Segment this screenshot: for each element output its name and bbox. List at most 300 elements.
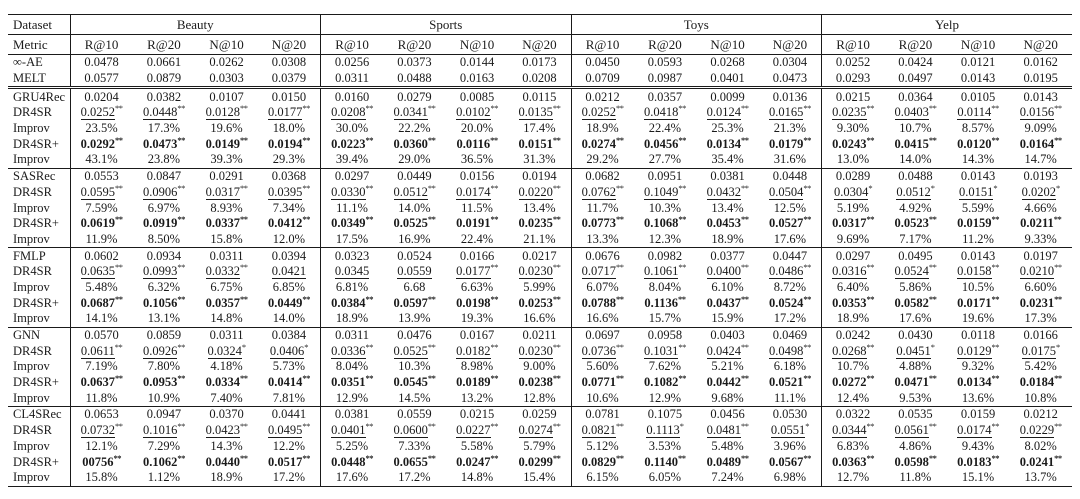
cell-number: 0.0124	[706, 105, 741, 120]
significance-marker: **	[240, 136, 248, 145]
cell-number: 0.1075	[647, 407, 683, 422]
cell-number: 5.48%	[85, 279, 118, 294]
cell-value	[634, 216, 697, 232]
cell-value	[634, 185, 697, 201]
cell-number: 17.4%	[523, 121, 556, 136]
cell-value	[195, 359, 258, 375]
cell-value	[759, 105, 822, 121]
cell-value	[195, 121, 258, 137]
significance-marker: **	[302, 184, 310, 193]
cell-number: 0.0311	[209, 328, 244, 343]
cell-number: 0.0159	[960, 407, 996, 422]
cell-value	[759, 295, 822, 311]
cell-number: 0.0336	[331, 343, 366, 358]
significance-marker: **	[678, 215, 686, 225]
cell-number: 0.0292	[80, 136, 115, 151]
cell-value	[1009, 470, 1072, 486]
cell-value	[822, 88, 885, 105]
significance-marker: *	[241, 343, 246, 352]
cell-value	[508, 248, 571, 264]
cell-number: 0.0235	[832, 105, 867, 120]
cell-value	[321, 88, 384, 105]
table-row	[8, 55, 1072, 71]
significance-marker: **	[113, 454, 121, 463]
significance-marker: **	[115, 263, 123, 273]
cell-number: 0.0448	[143, 105, 178, 120]
cell-number: 10.9%	[147, 390, 181, 405]
significance-marker: **	[552, 184, 561, 193]
cell-value	[321, 407, 384, 423]
cell-number: 0.0262	[209, 55, 244, 70]
cell-value	[133, 105, 196, 121]
cell-value	[133, 280, 196, 296]
row-label: GRU4Rec	[8, 88, 70, 105]
cell-number: 10.7%	[836, 359, 870, 374]
cell-number: 5.73%	[272, 359, 306, 374]
table-row	[8, 454, 1072, 470]
cell-number: 0.1031	[644, 343, 679, 358]
significance-marker: **	[490, 105, 498, 114]
significance-marker: **	[678, 374, 686, 383]
cell-value	[195, 390, 258, 406]
cell-number: 0.0535	[898, 407, 933, 422]
cell-number: 0.0150	[271, 89, 307, 104]
cell-value	[571, 248, 634, 264]
cell-value	[258, 454, 321, 470]
cell-number: 0.0256	[334, 55, 370, 70]
cell-value	[133, 152, 196, 168]
cell-number: 0.0559	[397, 407, 432, 422]
cell-number: 6.98%	[773, 470, 807, 485]
cell-number: 12.4%	[836, 390, 870, 405]
table-row	[8, 185, 1072, 201]
cell-number: 0.0212	[585, 89, 620, 104]
cell-value	[383, 168, 446, 184]
cell-value	[383, 439, 446, 455]
cell-value	[258, 390, 321, 406]
cell-value	[133, 168, 196, 184]
cell-number: 11.8%	[85, 390, 118, 405]
significance-marker: **	[302, 422, 310, 431]
cell-value	[634, 390, 697, 406]
cell-value	[822, 454, 885, 470]
cell-number: 0.0159	[957, 216, 992, 231]
cell-number: 0.0478	[84, 55, 119, 70]
cell-value	[508, 359, 571, 375]
cell-value	[508, 470, 571, 486]
cell-value	[321, 343, 384, 359]
significance-marker: **	[866, 422, 874, 431]
cell-value	[133, 264, 196, 280]
cell-number: 0.0345	[334, 264, 370, 279]
cell-number: 13.0%	[836, 152, 870, 167]
cell-number: 0.0252	[581, 105, 616, 120]
cell-number: 0.0595	[80, 184, 115, 199]
cell-value	[947, 470, 1010, 486]
cell-value	[947, 280, 1010, 296]
cell-number: 5.99%	[523, 279, 556, 294]
row-label: Improv	[8, 390, 70, 406]
cell-value	[759, 264, 822, 280]
cell-number: 0.0230	[518, 343, 553, 358]
cell-number: 0.0351	[331, 375, 366, 390]
significance-marker: **	[741, 374, 749, 383]
significance-marker: **	[678, 105, 686, 114]
cell-value	[70, 470, 133, 486]
cell-number: 13.3%	[586, 231, 619, 246]
cell-number: 0.0717	[581, 264, 616, 279]
significance-marker: **	[177, 454, 185, 463]
cell-value	[1009, 439, 1072, 455]
cell-value	[195, 375, 258, 391]
cell-value	[696, 71, 759, 88]
cell-value	[634, 105, 697, 121]
cell-value	[759, 423, 822, 439]
cell-value	[884, 454, 947, 470]
cell-value	[446, 168, 509, 184]
significance-marker: **	[928, 422, 937, 431]
cell-number: 0.1056	[143, 295, 178, 310]
cell-value	[947, 168, 1010, 184]
cell-value	[634, 423, 697, 439]
cell-value	[1009, 88, 1072, 105]
cell-value	[258, 359, 321, 375]
cell-number: 6.85%	[272, 279, 306, 294]
cell-value	[571, 168, 634, 184]
significance-marker: *	[868, 184, 873, 193]
cell-number: 0.0144	[459, 55, 495, 70]
cell-number: 0.1113	[646, 423, 680, 438]
cell-value	[884, 105, 947, 121]
significance-marker: **	[115, 136, 123, 145]
metric-header: N@10	[947, 35, 1010, 55]
cell-value	[383, 248, 446, 264]
significance-marker: **	[490, 374, 498, 383]
cell-value	[947, 105, 1010, 121]
cell-number: 35.4%	[711, 152, 744, 167]
significance-marker: **	[616, 422, 624, 431]
cell-value	[446, 343, 509, 359]
cell-value	[446, 264, 509, 280]
cell-number: 0.1049	[644, 184, 679, 199]
cell-value	[884, 375, 947, 391]
cell-value	[446, 216, 509, 232]
cell-number: 5.19%	[836, 200, 870, 215]
cell-value	[383, 280, 446, 296]
cell-number: 9.30%	[836, 121, 870, 136]
cell-value	[696, 88, 759, 105]
cell-value	[508, 423, 571, 439]
cell-value	[634, 470, 697, 486]
table-row	[8, 232, 1072, 248]
cell-value	[133, 375, 196, 391]
cell-number: 0.0191	[456, 216, 491, 231]
cell-number: 0.0211	[1020, 216, 1054, 231]
cell-value	[70, 280, 133, 296]
significance-marker: **	[616, 295, 624, 304]
cell-value	[571, 55, 634, 71]
cell-value	[70, 105, 133, 121]
cell-number: 0.0370	[209, 407, 244, 422]
significance-marker: **	[803, 215, 811, 225]
cell-value	[571, 152, 634, 168]
significance-marker: **	[1054, 136, 1062, 145]
cell-value	[195, 423, 258, 439]
cell-value	[947, 121, 1010, 137]
cell-value	[133, 470, 196, 486]
cell-number: 0.0208	[522, 71, 557, 86]
metric-header: N@10	[446, 35, 509, 55]
cell-value	[133, 327, 196, 343]
row-label: Improv	[8, 311, 70, 327]
cell-number: 0.0525	[393, 343, 428, 358]
cell-value	[508, 121, 571, 137]
cell-number: 0.0143	[1023, 89, 1058, 104]
cell-number: 5.12%	[586, 438, 619, 453]
cell-number: 0.0227	[456, 423, 491, 438]
significance-marker: **	[928, 374, 937, 383]
table-row	[8, 343, 1072, 359]
cell-value	[822, 185, 885, 201]
table-row	[8, 121, 1072, 137]
significance-marker: **	[1054, 374, 1062, 383]
cell-number: 0.0762	[581, 184, 616, 199]
cell-value	[1009, 136, 1072, 152]
cell-number: 0.0353	[832, 295, 867, 310]
cell-value	[321, 200, 384, 216]
significance-marker: *	[930, 184, 935, 193]
cell-value	[947, 200, 1010, 216]
cell-number: 0.0235	[518, 216, 553, 231]
cell-value	[321, 136, 384, 152]
cell-value	[884, 121, 947, 137]
cell-number: 14.8%	[460, 470, 494, 485]
metric-header: N@20	[759, 35, 822, 55]
cell-number: 5.21%	[711, 359, 744, 374]
significance-marker: **	[427, 295, 436, 304]
cell-value	[822, 152, 885, 168]
cell-value	[446, 280, 509, 296]
cell-value	[508, 295, 571, 311]
cell-number: 5.86%	[899, 279, 932, 294]
cell-number: 0.0471	[894, 375, 929, 390]
cell-number: 0.0341	[393, 105, 428, 120]
cell-number: 30.0%	[335, 121, 369, 136]
cell-number: 8.72%	[773, 279, 807, 294]
table-row	[8, 168, 1072, 184]
cell-value	[634, 343, 697, 359]
significance-marker: **	[552, 105, 561, 114]
significance-marker: **	[678, 454, 686, 463]
metric-header: R@20	[383, 35, 446, 55]
cell-value	[70, 311, 133, 327]
significance-marker: **	[741, 136, 749, 145]
cell-number: 9.53%	[899, 390, 932, 405]
cell-value	[1009, 390, 1072, 406]
cell-value	[133, 88, 196, 105]
cell-value	[759, 136, 822, 152]
cell-number: 0.0987	[647, 71, 683, 86]
significance-marker: **	[365, 422, 373, 431]
cell-value	[822, 295, 885, 311]
cell-number: 0.0194	[522, 169, 557, 184]
row-label: DR4SR+	[8, 136, 70, 152]
cell-number: 6.97%	[147, 200, 181, 215]
cell-value	[696, 248, 759, 264]
cell-value	[759, 168, 822, 184]
cell-number: 10.3%	[648, 200, 682, 215]
cell-number: 0.0525	[393, 216, 428, 231]
table-row	[8, 280, 1072, 296]
cell-value	[571, 136, 634, 152]
cell-number: 0.0253	[518, 295, 553, 310]
significance-marker: **	[803, 454, 811, 463]
cell-value	[1009, 105, 1072, 121]
cell-value	[258, 295, 321, 311]
cell-value	[258, 327, 321, 343]
cell-value	[321, 359, 384, 375]
significance-marker: **	[490, 136, 498, 145]
cell-number: 8.02%	[1024, 438, 1057, 453]
cell-number: 0.0215	[459, 407, 495, 422]
significance-marker: **	[1054, 422, 1062, 431]
cell-number: 0.0243	[832, 136, 867, 151]
cell-number: 19.3%	[460, 311, 494, 326]
cell-number: 0.0151	[518, 136, 553, 151]
cell-value	[446, 88, 509, 105]
metric-corner-label: Metric	[8, 35, 70, 55]
cell-number: 0.0524	[894, 264, 929, 279]
cell-value	[634, 295, 697, 311]
significance-marker: **	[866, 136, 874, 145]
cell-number: 0.0223	[331, 136, 366, 151]
cell-number: 5.58%	[460, 438, 494, 453]
cell-number: 7.33%	[398, 438, 431, 453]
significance-marker: **	[427, 184, 436, 193]
cell-number: 0.0401	[710, 71, 745, 86]
cell-value	[822, 264, 885, 280]
significance-marker: *	[679, 422, 684, 431]
significance-marker: **	[866, 343, 874, 352]
cell-value	[634, 55, 697, 71]
cell-value	[446, 454, 509, 470]
cell-number: 16.9%	[398, 231, 431, 246]
cell-number: 0.0559	[397, 264, 432, 279]
cell-number: 0.0524	[769, 295, 804, 310]
cell-value	[884, 71, 947, 88]
cell-number: 12.0%	[272, 231, 306, 246]
cell-value	[258, 71, 321, 88]
cell-value	[634, 248, 697, 264]
significance-marker: **	[552, 343, 561, 352]
cell-value	[696, 311, 759, 327]
cell-number: 0.0394	[271, 248, 307, 263]
cell-value	[822, 470, 885, 486]
row-label: ∞-AE	[8, 55, 70, 71]
cell-number: 0.0577	[84, 71, 119, 86]
cell-number: 9.68%	[711, 390, 744, 405]
significance-marker: **	[240, 215, 248, 225]
cell-value	[1009, 343, 1072, 359]
cell-number: 0.0195	[1023, 71, 1058, 86]
cell-number: 6.18%	[773, 359, 807, 374]
cell-value	[947, 359, 1010, 375]
cell-value	[571, 311, 634, 327]
cell-number: 7.80%	[147, 359, 181, 374]
cell-value	[258, 280, 321, 296]
cell-number: 0.0450	[585, 55, 620, 70]
cell-number: 0.0204	[84, 89, 119, 104]
cell-value	[634, 327, 697, 343]
cell-number: 31.6%	[773, 152, 807, 167]
cell-number: 0.0274	[518, 423, 553, 438]
cell-number: 10.7%	[899, 121, 932, 136]
cell-number: 0.0242	[835, 328, 871, 343]
cell-value	[947, 454, 1010, 470]
cell-number: 12.9%	[335, 390, 369, 405]
significance-marker: **	[741, 343, 749, 352]
cell-value	[70, 248, 133, 264]
cell-value	[508, 343, 571, 359]
cell-number: 0.0440	[205, 454, 240, 469]
cell-value	[759, 407, 822, 423]
cell-number: 14.1%	[85, 311, 118, 326]
cell-value	[696, 216, 759, 232]
cell-number: 0.0311	[209, 248, 244, 263]
cell-number: 0.0415	[894, 136, 929, 151]
cell-number: 9.09%	[1024, 121, 1057, 136]
cell-value	[571, 343, 634, 359]
cell-number: 5.79%	[523, 438, 556, 453]
row-label: CL4SRec	[8, 407, 70, 423]
cell-number: 16.6%	[586, 311, 619, 326]
cell-value	[947, 375, 1010, 391]
significance-marker: **	[1054, 263, 1062, 273]
cell-number: 31.3%	[523, 152, 556, 167]
cell-number: 0.0238	[518, 375, 553, 390]
cell-number: 0.0208	[331, 105, 366, 120]
cell-number: 0.0381	[710, 169, 745, 184]
cell-value	[383, 71, 446, 88]
cell-value	[446, 136, 509, 152]
cell-number: 0.0357	[647, 89, 683, 104]
cell-number: 0.0403	[710, 328, 745, 343]
cell-number: 0.0453	[706, 216, 741, 231]
cell-value	[446, 152, 509, 168]
cell-value	[446, 390, 509, 406]
cell-value	[759, 280, 822, 296]
cell-value	[258, 407, 321, 423]
cell-value	[383, 136, 446, 152]
cell-number: 0.0859	[146, 328, 182, 343]
cell-number: 4.66%	[1024, 200, 1057, 215]
cell-number: 0.0349	[331, 216, 366, 231]
cell-value	[634, 311, 697, 327]
cell-number: 0.0291	[209, 169, 244, 184]
table-row	[8, 407, 1072, 423]
cell-value	[884, 311, 947, 327]
cell-value	[634, 407, 697, 423]
significance-marker: **	[490, 263, 498, 273]
significance-marker: **	[991, 215, 999, 225]
cell-number: 0.0553	[84, 169, 119, 184]
cell-value	[383, 200, 446, 216]
cell-value	[696, 423, 759, 439]
cell-value	[321, 105, 384, 121]
cell-value	[947, 152, 1010, 168]
cell-value	[884, 136, 947, 152]
cell-value	[133, 216, 196, 232]
